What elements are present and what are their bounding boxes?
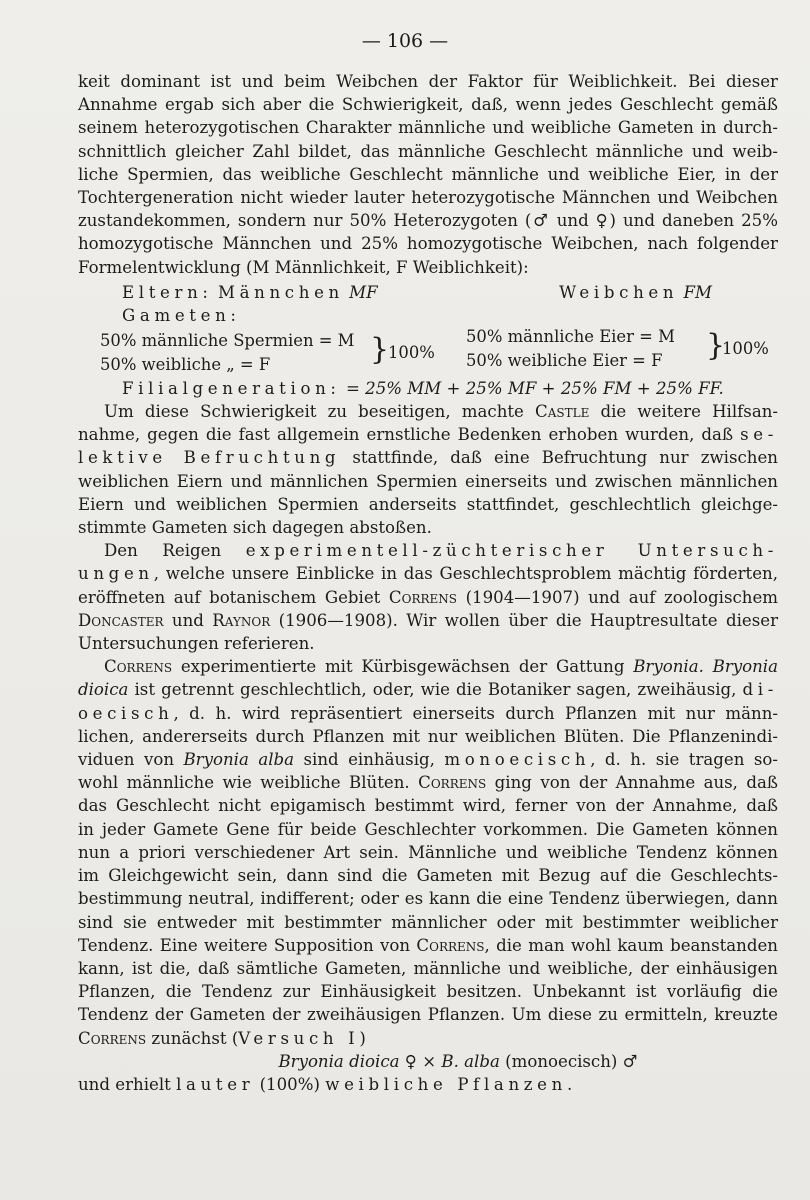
- text-line: Formelentwicklung (M Männlichkeit, F Weiblichkeit):: [78, 257, 529, 277]
- text-line: Pflanzen, die Tendenz zur Einhäusigkeit besitzen. Unbekannt ist vorläufig die: [78, 982, 778, 1002]
- genotype-fm: FM: [683, 282, 712, 302]
- text-line: Annahme ergab sich aber die Schwierigkeit, daß, wenn jedes Geschlecht gemäß: [78, 95, 778, 115]
- author-correns: Correns: [388, 587, 458, 607]
- paragraph-reigen: [78, 539, 778, 655]
- text-line: Um diese Schwierigkeit zu beseitigen, machte Castle die weitere Hilfsan-: [104, 402, 779, 422]
- text-line: kann, ist die, daß sämtliche Gameten, männliche und weibliche, der einhäusigen: [78, 958, 778, 978]
- paragraph-intro: [78, 70, 778, 279]
- text-line: im Gleichgewicht sein, dann sind die Gameten mit Bezug auf die Geschlechts-: [78, 866, 778, 886]
- text-line: in jeder Gamete Gene für beide Geschlechter vorkommen. Die Gameten können: [78, 819, 778, 839]
- brace-sperm: }: [370, 331, 390, 367]
- text-line: ungen, welche unsere Einblicke in das Geschlechtsproblem mächtig förderten,: [78, 564, 778, 584]
- text-line: lektive Befruchtung stattfinde, daß eine Befruchtung nur zwischen: [78, 448, 778, 468]
- paragraph-bryonia: [78, 655, 778, 1096]
- text-line: lichen, andererseits durch Pflanzen mit nur weiblichen Blüten. Die Pflanzenindi-: [78, 726, 778, 746]
- text-line: eröffneten auf botanischem Gebiet Correns (1904—1907) und auf zoologischem: [78, 587, 778, 607]
- text-line: keit dominant ist und beim Weibchen der Faktor für Weiblichkeit. Bei dieser: [78, 72, 778, 91]
- eltern-label: Eltern:: [122, 282, 213, 302]
- emphasis-experimentell: experimentell-züchterischer Untersuch-: [245, 541, 778, 561]
- sperm-total: 100%: [388, 342, 435, 362]
- text-line: Den Reigen experimentell-züchterischer Untersuch-: [104, 541, 778, 561]
- text-line: nun a priori verschiedener Art sein. Männliche und weibliche Tendenz können: [78, 842, 778, 862]
- page-number: — 106 —: [361, 30, 449, 52]
- text-line: Correns zunächst (Versuch I): [78, 1028, 366, 1048]
- text-line: weiblichen Eiern und männlichen Spermien einerseits und zwischen männlichen: [78, 471, 778, 491]
- gamete-table: [78, 326, 778, 377]
- text-line: stimmte Gameten sich dagegen abstoßen.: [78, 518, 432, 538]
- genotype-mf: MF: [349, 282, 378, 302]
- text-line: viduen von Bryonia alba sind einhäusig, monoecisch, d. h. sie tragen so-: [78, 750, 779, 770]
- sperm-female: 50% weibliche „ = F: [100, 354, 271, 374]
- brace-egg: }: [706, 327, 726, 363]
- text-line: schnittlich gleicher Zahl bildet, das männliche Geschlecht männliche und weib-: [78, 141, 778, 161]
- author-raynor: Raynor: [212, 610, 271, 630]
- page-body: [78, 70, 778, 1096]
- text-line: bestimmung neutral, indifferent; oder es kann die eine Tendenz überwiegen, dann: [78, 889, 778, 909]
- text-line: Tendenz der Gameten der zweihäusigen Pflanzen. Um diese zu ermitteln, kreuzte: [78, 1005, 778, 1025]
- gameten-label: Gameten:: [122, 305, 241, 325]
- text-line: Untersuchungen referieren.: [78, 634, 315, 654]
- text-line: das Geschlecht nicht epigamisch bestimmt wird, ferner von der Annahme, daß: [78, 796, 778, 816]
- egg-total: 100%: [722, 338, 769, 358]
- text-line: Eiern und weiblichen Spermien anderseits stattfindet, geschlechtlich gleichge-: [78, 494, 778, 514]
- filial-label: Filialgeneration:: [122, 378, 341, 398]
- text-line: oecisch, d. h. wird repräsentiert einerseits durch Pflanzen mit nur männ-: [78, 703, 778, 723]
- egg-female: 50% weibliche Eier = F: [466, 350, 663, 370]
- formula-block: [122, 281, 778, 327]
- text-line: und erhielt lauter (100%) weibliche Pflanzen.: [78, 1074, 577, 1094]
- author-castle: Castle: [535, 402, 590, 422]
- text-line: homozygotische Männchen und 25% homozygotische Weibchen, nach folgender: [78, 234, 778, 254]
- filial-result: = 25% MM + 25% MF + 25% FM + 25% FF.: [345, 378, 724, 398]
- text-line: seinem heterozygotischen Charakter männliche und weibliche Gameten in durch-: [78, 118, 778, 138]
- author-doncaster: Doncaster: [78, 610, 164, 630]
- maennchen-label: Männchen: [217, 282, 344, 302]
- paragraph-castle: [78, 400, 778, 539]
- text-line: Doncaster und Raynor (1906—1908). Wir wollen über die Hauptresultate dieser: [78, 610, 779, 630]
- text-line: nahme, gegen die fast allgemein ernstliche Bedenken erhoben wurden, daß se-: [78, 425, 778, 445]
- filial-line: [122, 377, 778, 400]
- text-line: Tochtergeneration nicht wieder lauter heterozygotische Männchen und Weibchen: [78, 188, 778, 208]
- egg-male: 50% männliche Eier = M: [466, 326, 675, 346]
- text-line: dioica ist getrennt geschlechtlich, oder, wie die Botaniker sagen, zweihäusig, di-: [78, 680, 778, 700]
- sperm-male: 50% männliche Spermien = M: [100, 330, 355, 350]
- text-line: wohl männliche wie weibliche Blüten. Correns ging von der Annahme aus, daß: [78, 773, 778, 793]
- weibchen-label: Weibchen: [559, 282, 679, 302]
- text-line: zustandekommen, sondern nur 50% Heterozygoten (♂ und ♀) und daneben 25%: [78, 211, 778, 231]
- text-line: Correns experimentierte mit Kürbisgewächsen der Gattung Bryonia. Bryonia: [104, 657, 778, 677]
- emphasis-selective: lektive Befruchtung: [78, 448, 341, 468]
- text-line: Tendenz. Eine weitere Supposition von Correns, die man wohl kaum beanstanden: [78, 935, 778, 955]
- text-line: liche Spermien, das weibliche Geschlecht männliche und weibliche Eier, in der: [78, 164, 778, 184]
- text-line: sind sie entweder mit bestimmter männlicher oder mit bestimmter weiblicher: [78, 912, 778, 932]
- parents-line: [122, 281, 778, 304]
- cross-formula: Bryonia dioica ♀ × B. alba (monoecisch) ♂: [278, 1051, 638, 1071]
